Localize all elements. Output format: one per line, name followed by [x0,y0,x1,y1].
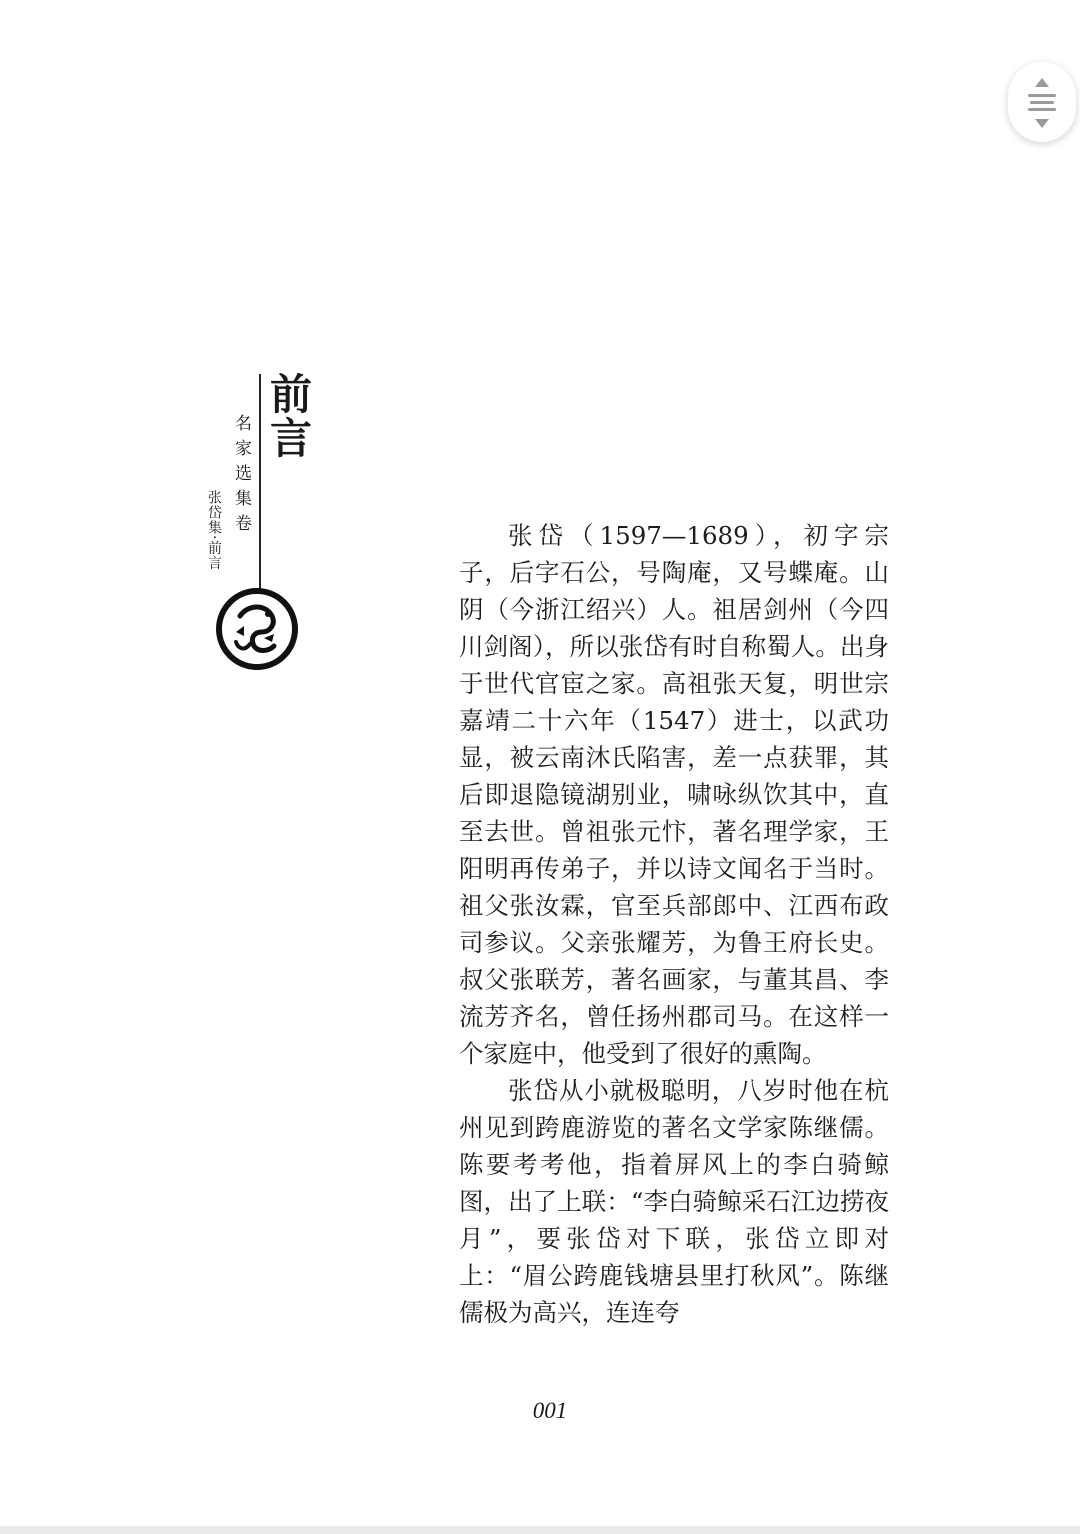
paragraph: 张岱（1597—1689），初字宗子，后字石公，号陶庵，又号蝶庵。山阴（今浙江绍兴）人。祖居剑州（今四川剑阁），所以张岱有时自称蜀人。出身于世代官宦之家。高祖张天复，明世宗嘉靖二十六年（1547）进士，以武功显，被云南沐氏陷害，差一点获罪，其后即退隐镜湖别业，啸咏纵饮其中，直至去世。曾祖张元忭，著名理学家，王阳明再传弟子，并以诗文闻名于当时。祖父张汝霖，官至兵部郎中、江西布政司参议。父亲张耀芳，为鲁王府长史。叔父张联芳，著名画家，与董其昌、李流芳齐名，曾任扬州郡司马。在这样一个家庭中，他受到了很好的熏陶。 [459,521,889,1068]
chapter-divider [259,374,261,594]
scroll-down-icon [1035,119,1049,128]
scroll-handle[interactable] [1008,62,1076,142]
bottom-strip [0,1526,1080,1534]
series-label: 名家选集卷 [231,414,251,539]
scroll-up-icon [1035,78,1049,87]
page-number: 001 [532,1398,568,1423]
body-text [459,517,889,1331]
dragon-seal-icon [214,586,300,672]
chapter-subtitle: 张岱集·前言 [206,490,222,571]
paragraph: 张岱从小就极聪明，八岁时他在杭州见到跨鹿游览的著名文学家陈继儒。陈要考考他，指着屏风上的李白骑鲸图，出了上联：“李白骑鲸采石江边捞夜月”，要张岱对下联，张岱立即对上：“眉公跨鹿钱塘县里打秋风”。陈继儒极为高兴，连连夸 [459,1076,889,1327]
scroll-grip-icon [1028,94,1056,115]
chapter-title: 前言 [264,372,313,460]
